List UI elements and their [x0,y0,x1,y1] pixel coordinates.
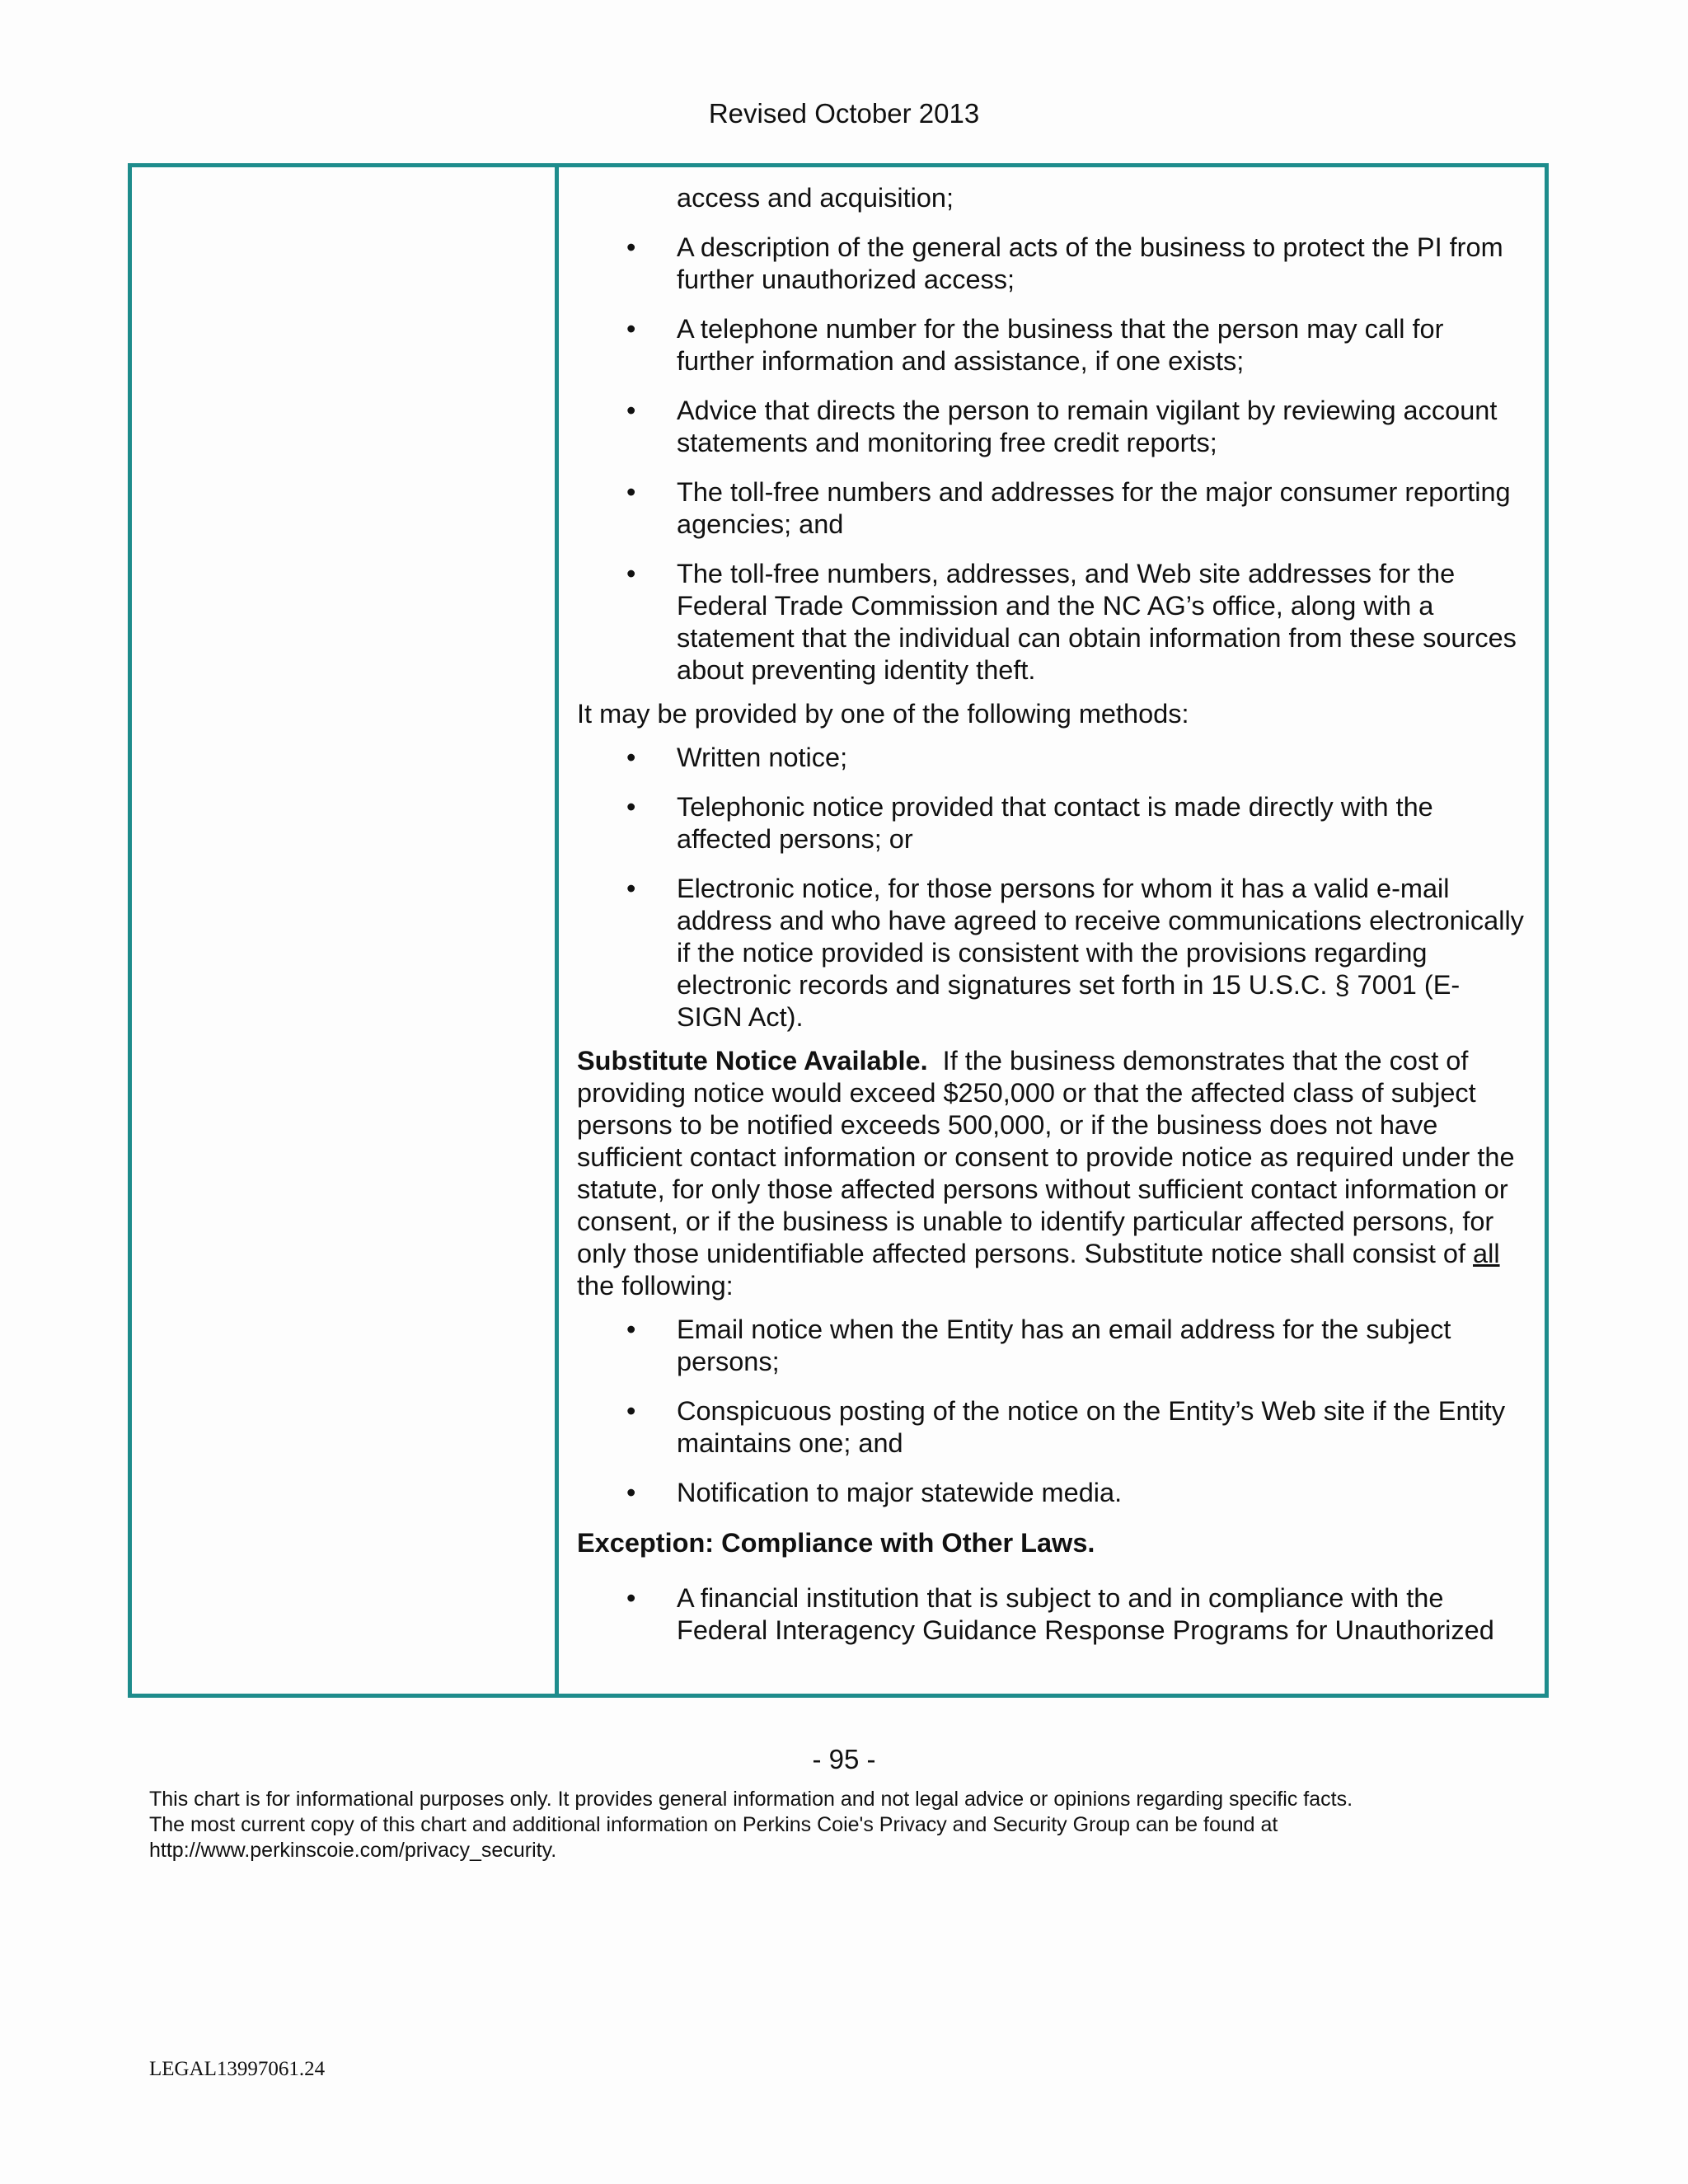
list-item: • Conspicuous posting of the notice on the Entity’s Web site if the Entity maintains one; and [626,1396,1506,1458]
state-column-cell [132,167,559,1694]
bullet-icon: • [626,1583,636,1613]
page-number: - 95 - [812,1744,876,1774]
list-item: • Written notice; [626,743,848,772]
continued-bullet-text: access and acquisition; [677,183,954,213]
substitute-notice-paragraph: Substitute Notice Available. If the business demonstrates that the cost of providing notice would exceed $250,000 or that the affected class of subject persons to be notified exceeds 500,000, or if the business does not have sufficient contact information or consent to provide notice as required under the statute, for only those affected persons without sufficient contact information or consent, or if the business is unable to identify particular affected persons, for only those unidentifiable affected persons. Substitute notice shall consist of all the following: [577,1046,1515,1301]
bullet-icon: • [626,792,636,822]
exception-heading: Exception: Compliance with Other Laws. [577,1528,1095,1558]
underlined-all: all [1473,1239,1500,1268]
substitute-notice-list [577,1314,1525,1509]
bullet-icon: • [626,396,636,425]
bullet-icon: • [626,477,636,507]
bullet-icon: • [626,314,636,344]
bullet-icon: • [626,874,636,903]
notice-methods-list [577,742,1525,1033]
bullet-icon: • [626,232,636,262]
law-chart-table [128,163,1549,1698]
bullet-icon: • [626,743,636,772]
list-item: • A telephone number for the business that the person may call for further information and assistance, if one exists; [626,314,1444,376]
list-item: • A description of the general acts of the business to protect the PI from further unauthorized access; [626,232,1503,294]
list-item: • The toll-free numbers, addresses, and Web site addresses for the Federal Trade Commission and the NC AG’s office, along with a statement that the individual can obtain information from these sources about preventing identity theft. [626,559,1517,685]
list-item: • The toll-free numbers and addresses for the major consumer reporting agencies; and [626,477,1511,539]
bullet-icon: • [626,1315,636,1344]
list-item: • Email notice when the Entity has an email address for the subject persons; [626,1315,1451,1376]
list-item: • Electronic notice, for those persons for whom it has a valid e-mail address and who have agreed to receive communications electronically if the notice provided is consistent with the provisions regarding electronic records and signatures set forth in 15 U.S.C. § 7001 (E-SIGN Act). [626,874,1524,1032]
list-item: • Advice that directs the person to remain vigilant by reviewing account statements and monitoring free credit reports; [626,396,1498,457]
requirements-column-cell [559,167,1545,1694]
list-item: • Telephonic notice provided that contact is made directly with the affected persons; or [626,792,1433,854]
notice-contents-list [577,232,1525,687]
substitute-notice-heading: Substitute Notice Available. [577,1046,928,1076]
list-item: • Notification to major statewide media. [626,1478,1123,1507]
exception-list [577,1582,1525,1647]
revised-date-header: Revised October 2013 [708,98,980,129]
bullet-icon: • [626,559,636,588]
document-id: LEGAL13997061.24 [149,2058,326,2080]
methods-intro: It may be provided by one of the following methods: [577,699,1189,729]
list-item: • A financial institution that is subject to and in compliance with the Federal Interagency Guidance Response Programs for Unauthorized [626,1583,1494,1645]
disclaimer-line: This chart is for informational purposes only. It provides general information and not legal advice or opinions regarding specific facts. [149,1788,1353,1811]
disclaimer-url: http://www.perkinscoie.com/privacy_security. [149,1839,557,1862]
bullet-icon: • [626,1396,636,1426]
disclaimer [149,1787,1633,1863]
disclaimer-line: The most current copy of this chart and additional information on Perkins Coie's Privacy and Security Group can be found at [149,1813,1278,1836]
bullet-icon: • [626,1478,636,1507]
